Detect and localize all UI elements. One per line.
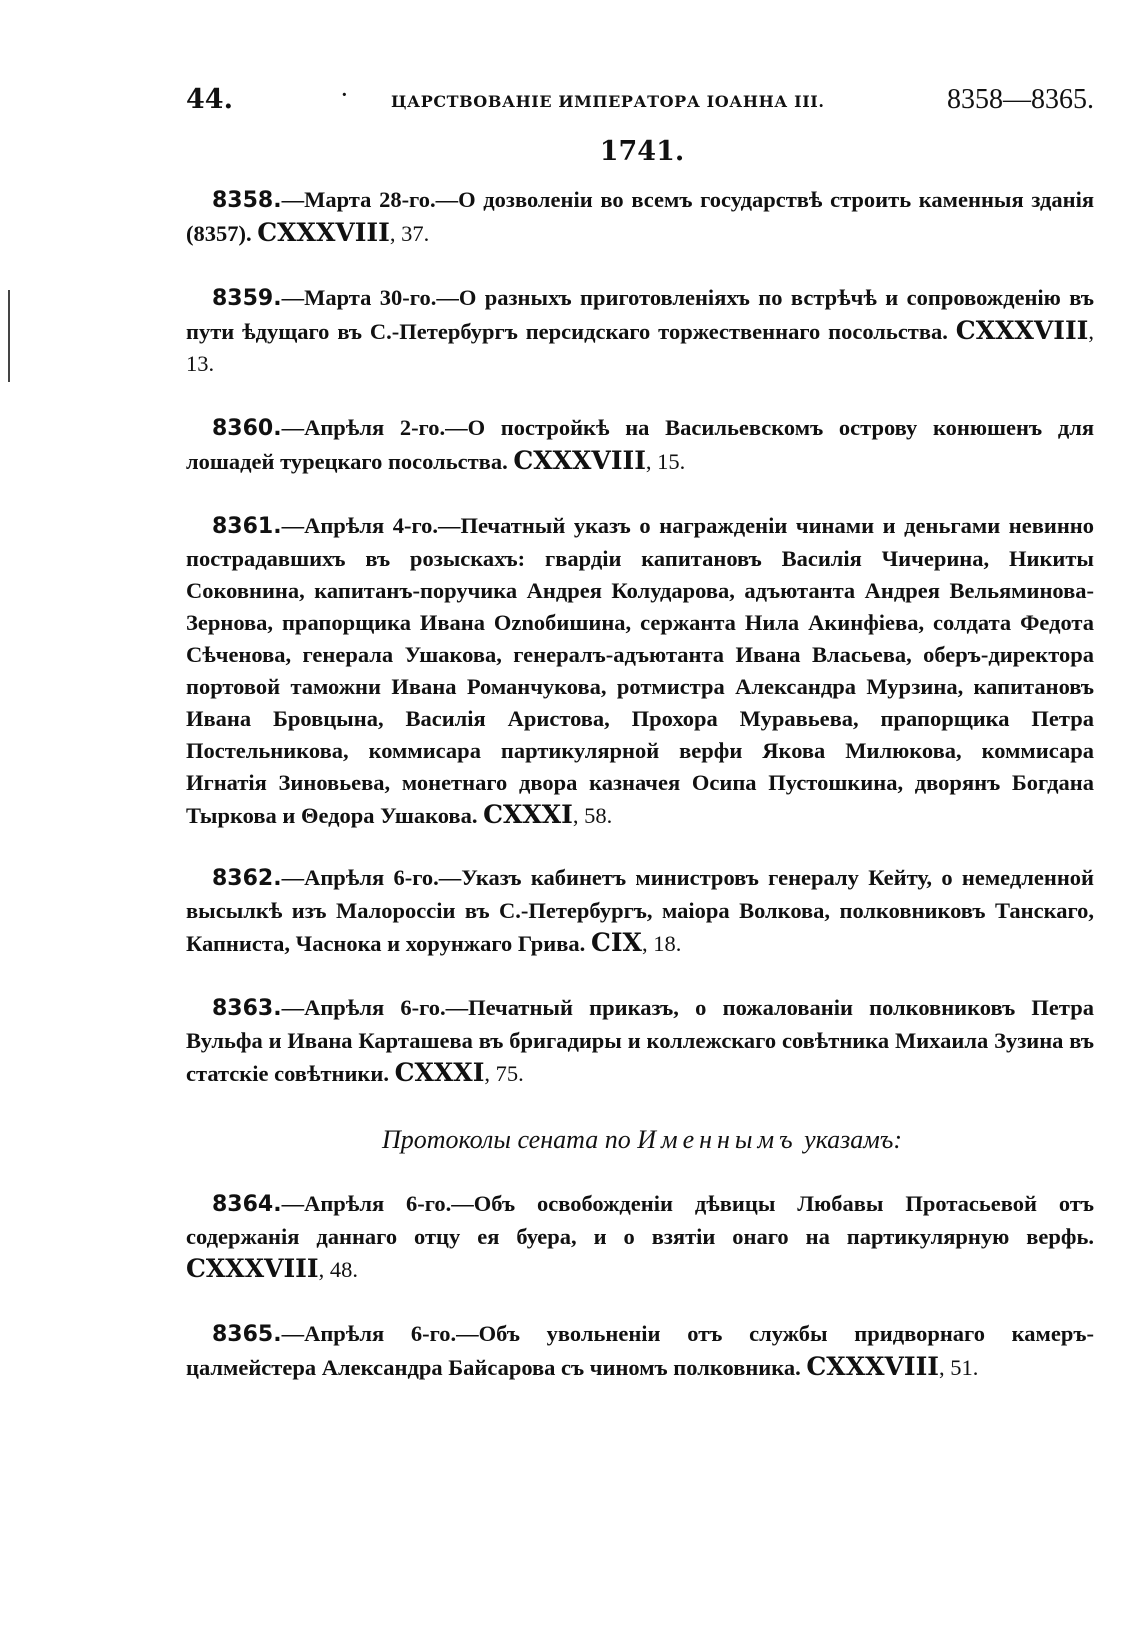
page-number: 44. <box>186 84 233 115</box>
entry-number: 8361. <box>212 514 282 539</box>
entry-text: —Апрѣля 6-го.—Объ освобожденіи дѣвицы Любавы Протасьевой отъ содержанія даннаго отцу ея буера, и о взятіи онаго на партикулярную верфь. <box>186 1191 1094 1249</box>
entry-number: 8365. <box>212 1322 282 1347</box>
entry-text: —Апрѣля 2-го.—О постройкѣ на Васильевскомъ острову конюшенъ для лошадей турецкаго посольства. <box>186 415 1094 474</box>
entry-number: 8363. <box>212 996 282 1021</box>
entry-reference-page: , 51. <box>938 1355 979 1380</box>
entry-number: 8358. <box>212 188 282 213</box>
entry-number: 8364. <box>212 1192 282 1217</box>
entry-reference-page: , 75. <box>484 1061 524 1086</box>
section-heading-part2: Именнымъ <box>637 1125 798 1154</box>
entry-reference: CXXXI <box>483 800 573 829</box>
entry-8362 <box>186 862 1094 960</box>
entry-reference-page: , 13. <box>186 319 1094 376</box>
entry-reference: CXXXVIII <box>806 1352 939 1381</box>
entry-reference-page: , 37. <box>389 221 430 246</box>
year-heading: 1741. <box>599 136 685 167</box>
section-heading <box>0 1125 1140 1155</box>
entry-text: —Марта 28-го.—О дозволеніи во всемъ государствѣ строить каменныя зданія (8357). <box>186 187 1094 246</box>
entry-reference-page: , 48. <box>318 1257 358 1282</box>
entry-text: —Апрѣля 6-го.—Объ увольненіи отъ службы придворнаго камеръ-цалмейстера Александра Байсарова съ чиномъ полковника. <box>186 1321 1094 1380</box>
entry-reference: CXXXI <box>394 1058 485 1087</box>
entry-text: —Апрѣля 4-го.—Печатный указъ о награжденіи чинами и деньгами невинно пострадавшихъ въ розыскахъ: гвардіи капитановъ Василія Чичерина, Никиты Соковнина, капитанъ-поручика Андрея Колударова, адъютанта Андрея Вельяминова-Зернова, прапорщика Ивана Оznобишина, сержанта Нила Акинфіева, солдата Федота Сѣченова, генерала Ушакова, генералъ-адъютанта Ивана Власьева, оберъ-директора портовой таможни Ивана Романчукова, ротмистра Александра Мурзина, капитановъ Ивана Бровцына, Василія Аристова, Прохора Муравьева, прапорщика Петра Постельникова, коммисара партикулярной верфи Якова Милюкова, коммисара Игнатія Зиновьева, монетнаго двора казначея Осипа Пустошкина, дворянъ Богдана Тыркова и Θедора Ушакова. <box>186 513 1094 828</box>
entry-text: —Марта 30-го.—О разныхъ приготовленіяхъ по встрѣчѣ и сопровожденію въ пути ѣдущаго въ С.-Петербургъ персидскаго торжественнаго посольства. <box>186 285 1094 344</box>
entry-8359 <box>186 282 1094 380</box>
entry-8365 <box>186 1318 1094 1384</box>
section-heading-part3: указамъ: <box>797 1125 903 1154</box>
entry-text: —Апрѣля 6-го.—Печатный приказъ, о пожалованіи полковниковъ Петра Вульфа и Ивана Карташева въ бригадиры и коллежскаго совѣтника Михаила Зузина въ статскіе совѣтники. <box>186 995 1094 1086</box>
entry-reference: CIX <box>590 928 642 957</box>
section-heading-part1: Протоколы сената по <box>381 1125 638 1154</box>
entry-reference: CXXXVIII <box>955 316 1089 345</box>
entry-8364 <box>186 1188 1094 1286</box>
entry-reference-page: , 18. <box>641 931 682 956</box>
entry-reference: CXXXVIII <box>513 446 646 475</box>
entry-8363 <box>186 992 1094 1090</box>
entry-reference-page: , 58. <box>572 803 613 828</box>
entry-number: 8359. <box>212 286 282 311</box>
entry-8358 <box>186 184 1094 250</box>
entry-reference: CXXXVIII <box>186 1254 319 1283</box>
header-dot: · <box>341 84 348 106</box>
entry-reference-page: , 15. <box>645 449 686 474</box>
running-title: ЦАРСТВОВАНІЕ ИМПЕРАТОРА ІОАННА III. <box>391 92 825 111</box>
entry-text: —Апрѣля 6-го.—Указъ кабинетъ министровъ генералу Кейту, о немедленной высылкѣ изъ Малороссіи въ С.-Петербургъ, маіора Волкова, полковниковъ Танскаго, Капниста, Часнока и хорунжаго Грива. <box>186 865 1094 956</box>
scan-margin-mark <box>8 290 10 382</box>
entry-number: 8362. <box>212 866 282 891</box>
running-head <box>186 84 1094 124</box>
entry-8361 <box>186 510 1094 832</box>
entry-8360 <box>186 412 1094 478</box>
entry-number: 8360. <box>212 416 282 441</box>
entry-reference: CXXXVIII <box>257 218 390 247</box>
entry-range: 8358—8365. <box>947 84 1094 115</box>
